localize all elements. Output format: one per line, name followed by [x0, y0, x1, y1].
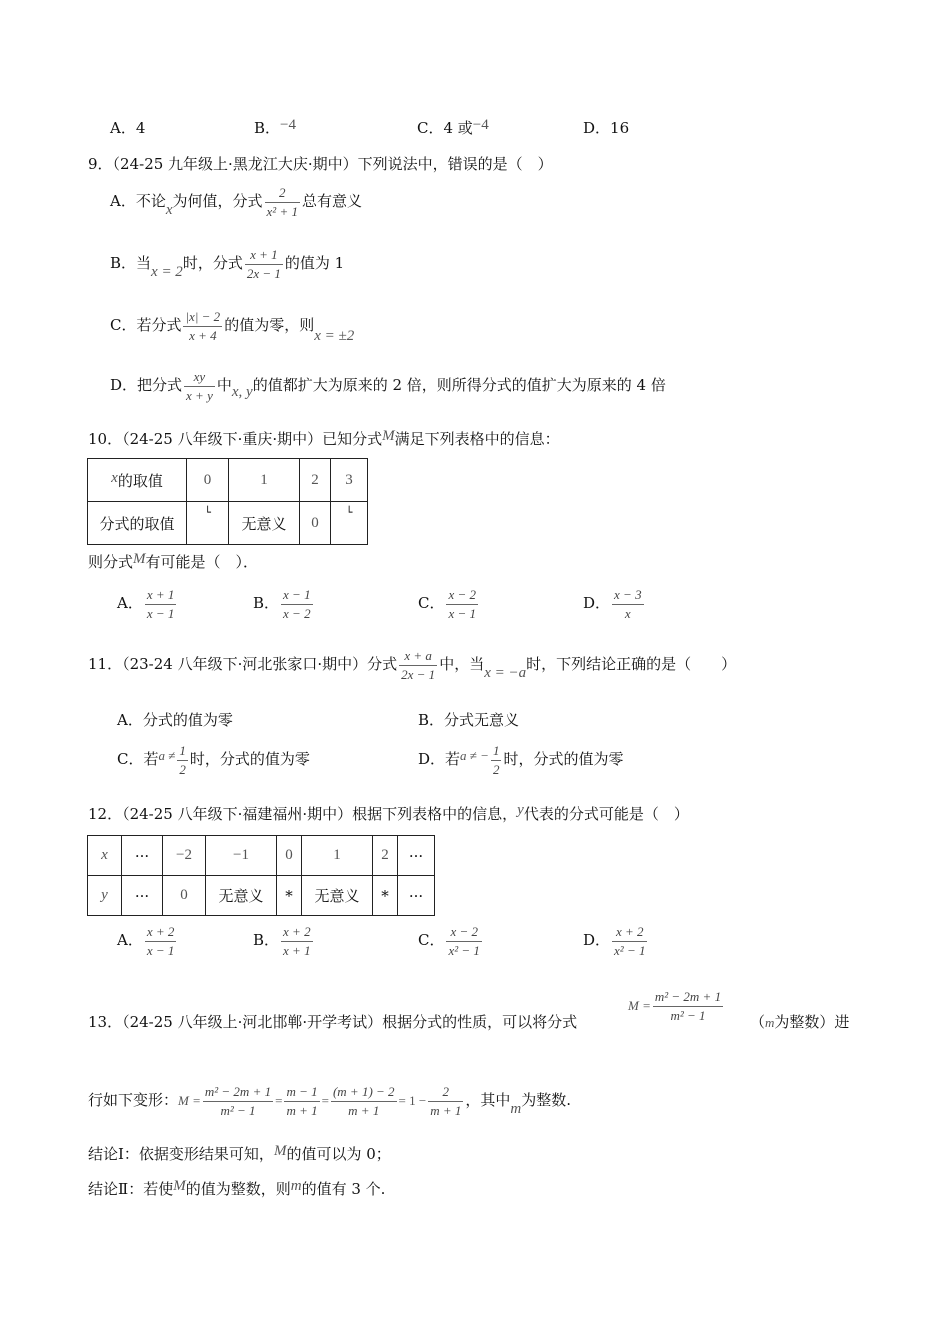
- q9-stem: 9．（24-25 九年级上·黑龙江大庆·期中）下列说法中，错误的是（ ）: [88, 155, 553, 173]
- q10-cell: 2: [300, 459, 331, 502]
- q12-cell: 0: [163, 876, 206, 916]
- q10-cell: 3: [331, 459, 368, 502]
- q12-option-d: D． $\frac{x + 2}{\text{x² − 1}}$: [583, 924, 646, 958]
- q11-option-b: B．分式无意义: [418, 711, 520, 729]
- q12-cell: y: [88, 876, 122, 916]
- q8-option-d: D．16: [583, 119, 630, 137]
- q12-cell: x: [88, 836, 122, 876]
- q12-cell: ···: [398, 836, 435, 876]
- q10-table: [87, 458, 368, 545]
- q11-stem: 11．（23-24 八年级下·河北张家口·期中）分式 $\frac{x + a}{2x - 1}$ 中，当x = −a时，下列结论正确的是（ ）: [88, 648, 737, 682]
- q13-stem: 13．（24-25 八年级上·河北邯郸·开学考试）根据分式的性质，可以将分式: [88, 1013, 578, 1031]
- q12-table: [87, 835, 435, 916]
- q10-cell: └: [331, 502, 368, 545]
- q10-row2-head: 分式的取值: [88, 502, 187, 545]
- q13-conclusion-2: 结论Ⅱ：若使M的值为整数，则m的值有 3 个.: [88, 1178, 386, 1198]
- q12-option-b: B． $\frac{x + 2}{x + 1}$: [253, 924, 311, 958]
- q12-cell: *: [373, 876, 398, 916]
- q11-option-d: D．若a ≠ − $\frac{1}{2}$ 时，分式的值为零: [418, 743, 624, 777]
- q10-option-d: D． $\frac{x - 3}{x}$: [583, 587, 642, 621]
- q12-cell: ···: [122, 836, 163, 876]
- q10-option-b: B． $\frac{x - 1}{x - 2}$: [253, 587, 311, 621]
- q9-option-b: B．当x = 2时，分式 $\frac{x + 1}{2x - 1}$ 的值为 1: [110, 247, 345, 281]
- q12-cell: 2: [373, 836, 398, 876]
- q8-option-b: B．−4: [254, 117, 296, 137]
- q12-cell: 无意义: [302, 876, 373, 916]
- q13-transform: 行如下变形：M = $\frac{\text{m² − 2m + 1}}{\text{m² − 1}}$ = $\frac{m - 1}{m + 1}$ = $\frac{(m + 1) - 2}{m + 1}$ = 1 − $\frac{2}{m + 1}$ ，其中m为整数.: [88, 1084, 572, 1118]
- q10-option-c: C． $\frac{x - 2}{x - 1}$: [418, 587, 477, 621]
- q9-option-c: C．若分式 $\frac{|x| - 2}{x + 4}$ 的值为零，则x = ±2: [110, 309, 355, 345]
- q12-stem: 12．（24-25 八年级下·福建福州·期中）根据下列表格中的信息，y代表的分式可能是（ ）: [88, 802, 689, 823]
- q10-cell: └: [187, 502, 229, 545]
- q10-stem: 10．（24-25 八年级下·重庆·期中）已知分式M满足下列表格中的信息：: [88, 428, 560, 448]
- q12-cell: *: [277, 876, 302, 916]
- q12-cell: 1: [302, 836, 373, 876]
- q11-option-a: A．分式的值为零: [117, 711, 233, 729]
- q10-cell: 1: [229, 459, 300, 502]
- q13-conclusion-1: 结论Ⅰ：依据变形结果可知，M的值可以为 0；: [88, 1143, 391, 1163]
- q12-cell: −1: [206, 836, 277, 876]
- q9-option-a: A．不论x为何值，分式 $\frac{2}{\text{x² + 1}}$ 总有意义: [110, 185, 362, 219]
- q10-cell: 0: [187, 459, 229, 502]
- q12-option-c: C． $\frac{x - 2}{\text{x² − 1}}$: [418, 924, 480, 958]
- q9-option-d: D．把分式 $\frac{xy}{x + y}$ 中x, y的值都扩大为原来的 2 倍，则所得分式的值扩大为原来的 4 倍: [110, 369, 666, 403]
- q8-option-a: A．4: [110, 119, 146, 137]
- q13-formula: M = $\frac{\text{m² − 2m + 1}}{\text{m² − 1}}$: [628, 989, 722, 1023]
- q8-option-c: C．4 或−4: [417, 117, 489, 137]
- q12-cell: ···: [398, 876, 435, 916]
- q10-option-a: A． $\frac{x + 1}{x - 1}$: [117, 587, 175, 621]
- q12-cell: ···: [122, 876, 163, 916]
- q12-cell: 0: [277, 836, 302, 876]
- q12-option-a: A． $\frac{x + 2}{x - 1}$: [117, 924, 175, 958]
- q11-option-c: C．若a ≠ $\frac{1}{2}$ 时，分式的值为零: [117, 743, 310, 777]
- q10-cell: 0: [300, 502, 331, 545]
- q13-paren: （m为整数）进: [750, 1013, 850, 1031]
- q12-cell: 无意义: [206, 876, 277, 916]
- q10-ask: 则分式M有可能是（ ）．: [88, 551, 259, 571]
- q12-cell: −2: [163, 836, 206, 876]
- q10-row1-head: x的取值: [88, 459, 187, 502]
- q10-cell: 无意义: [229, 502, 300, 545]
